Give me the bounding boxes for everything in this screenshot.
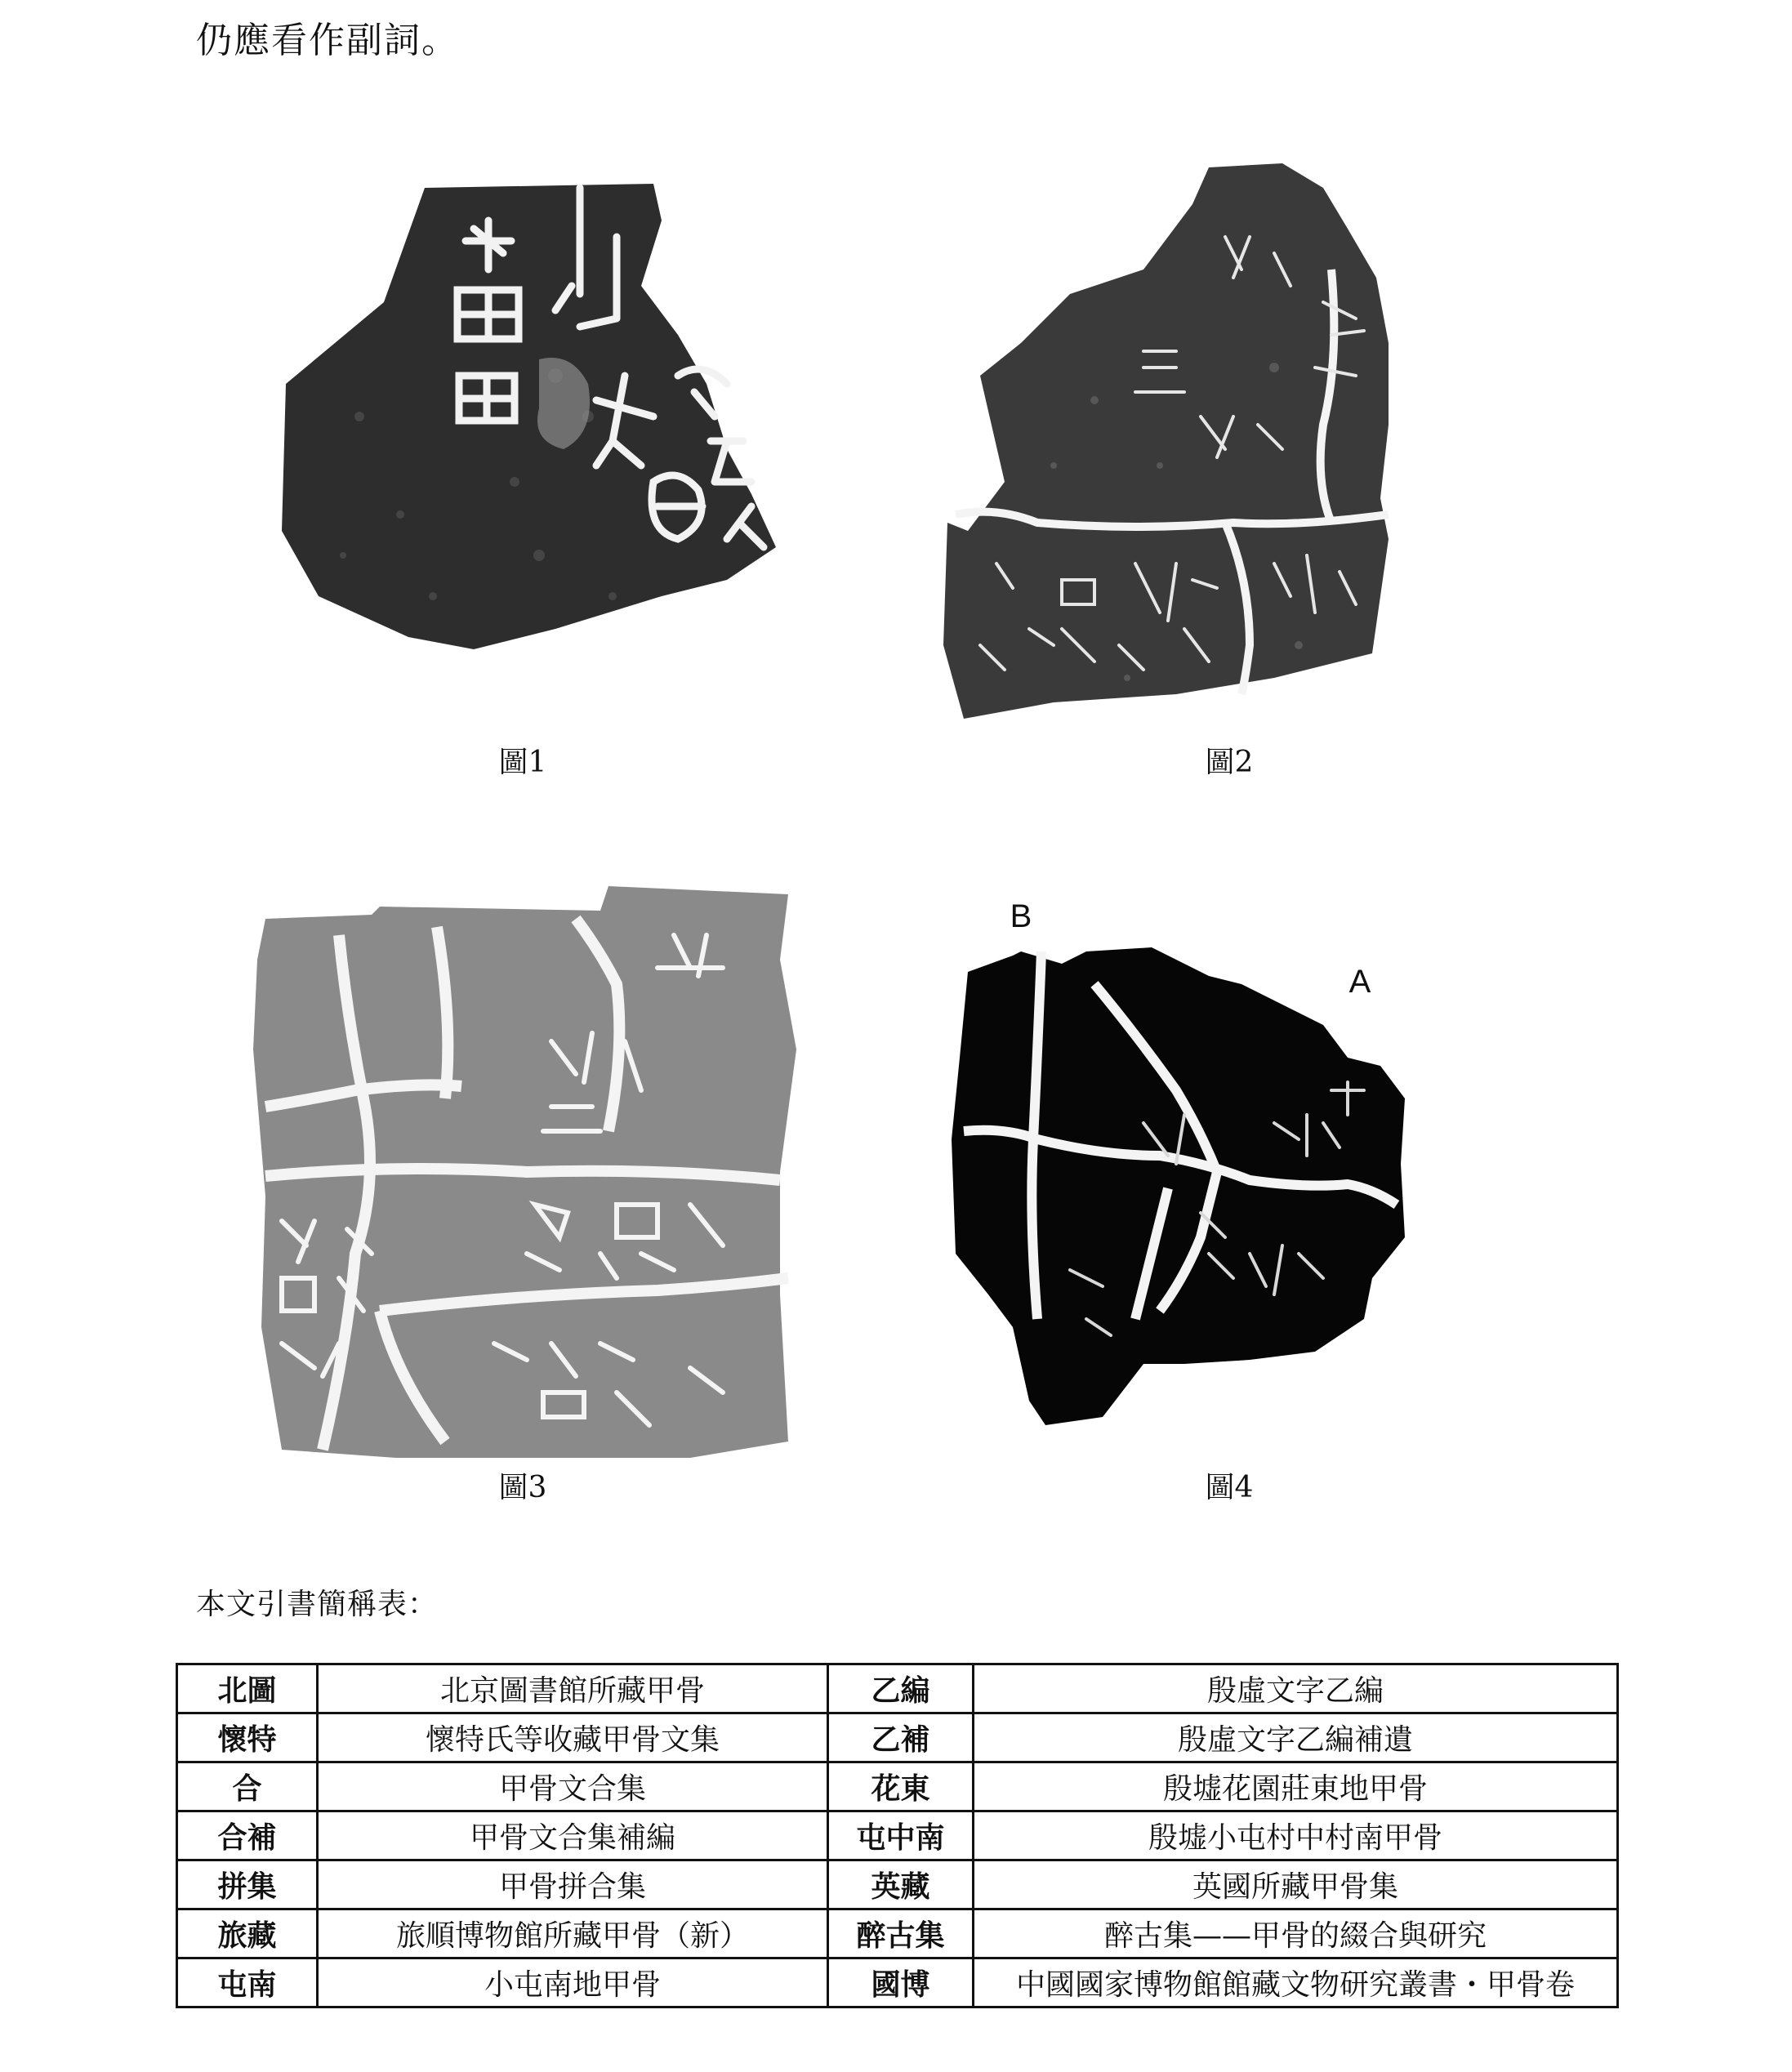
abbr-short: 拼集 xyxy=(177,1860,318,1909)
figure-4-label-a: A xyxy=(1348,964,1371,1000)
abbr-full-title: 英國所藏甲骨集 xyxy=(974,1860,1618,1909)
table-row xyxy=(177,1909,1618,1958)
abbr-short: 英藏 xyxy=(828,1860,974,1909)
abbr-short: 國博 xyxy=(828,1958,974,2007)
abbr-full-title: 甲骨拼合集 xyxy=(318,1860,828,1909)
table-row xyxy=(177,1762,1618,1811)
abbr-short: 合 xyxy=(177,1762,318,1811)
abbr-short: 乙編 xyxy=(828,1664,974,1713)
abbr-short: 屯南 xyxy=(177,1958,318,2007)
abbr-full-title: 中國國家博物館館藏文物研究叢書・甲骨卷 xyxy=(974,1958,1618,2007)
abbr-full-title: 甲骨文合集補編 xyxy=(318,1811,828,1860)
abbr-short: 合補 xyxy=(177,1811,318,1860)
abbr-short: 北圖 xyxy=(177,1664,318,1713)
abbr-short: 旅藏 xyxy=(177,1909,318,1958)
figure-2-caption: 圖2 xyxy=(1205,746,1254,779)
abbr-full-title: 懷特氏等收藏甲骨文集 xyxy=(318,1713,828,1762)
abbr-full-title: 北京圖書館所藏甲骨 xyxy=(318,1664,828,1713)
abbreviation-table-title: 本文引書簡稱表： xyxy=(196,1588,439,1621)
table-row xyxy=(177,1664,1618,1713)
figure-4-caption: 圖4 xyxy=(1205,1471,1254,1504)
abbr-short: 乙補 xyxy=(828,1713,974,1762)
figure-2-image xyxy=(931,155,1511,735)
abbr-short: 醉古集 xyxy=(828,1909,974,1958)
abbr-full-title: 殷虛文字乙編補遺 xyxy=(974,1713,1618,1762)
abbr-full-title: 甲骨文合集 xyxy=(318,1762,828,1811)
abbr-full-title: 殷墟小屯村中村南甲骨 xyxy=(974,1811,1618,1860)
figure-3-caption: 圖3 xyxy=(498,1471,547,1504)
figure-1-image xyxy=(270,172,809,735)
table-row xyxy=(177,1811,1618,1860)
abbr-full-title: 旅順博物館所藏甲骨（新） xyxy=(318,1909,828,1958)
abbr-full-title: 醉古集——甲骨的綴合與研究 xyxy=(974,1909,1618,1958)
abbr-full-title: 小屯南地甲骨 xyxy=(318,1958,828,2007)
figure-4-image xyxy=(939,894,1511,1433)
table-row xyxy=(177,1958,1618,2007)
abbr-full-title: 殷虛文字乙編 xyxy=(974,1664,1618,1713)
intro-text: 仍應看作副詞。 xyxy=(196,20,459,61)
abbr-short: 屯中南 xyxy=(828,1811,974,1860)
figure-4-label-b: B xyxy=(1010,898,1032,934)
table-row xyxy=(177,1713,1618,1762)
table-row xyxy=(177,1860,1618,1909)
abbr-short: 懷特 xyxy=(177,1713,318,1762)
abbreviation-table xyxy=(176,1663,1619,2008)
abbr-full-title: 殷墟花園莊東地甲骨 xyxy=(974,1762,1618,1811)
figure-1-caption: 圖1 xyxy=(498,746,547,779)
figure-3-image xyxy=(233,886,821,1466)
abbr-short: 花東 xyxy=(828,1762,974,1811)
